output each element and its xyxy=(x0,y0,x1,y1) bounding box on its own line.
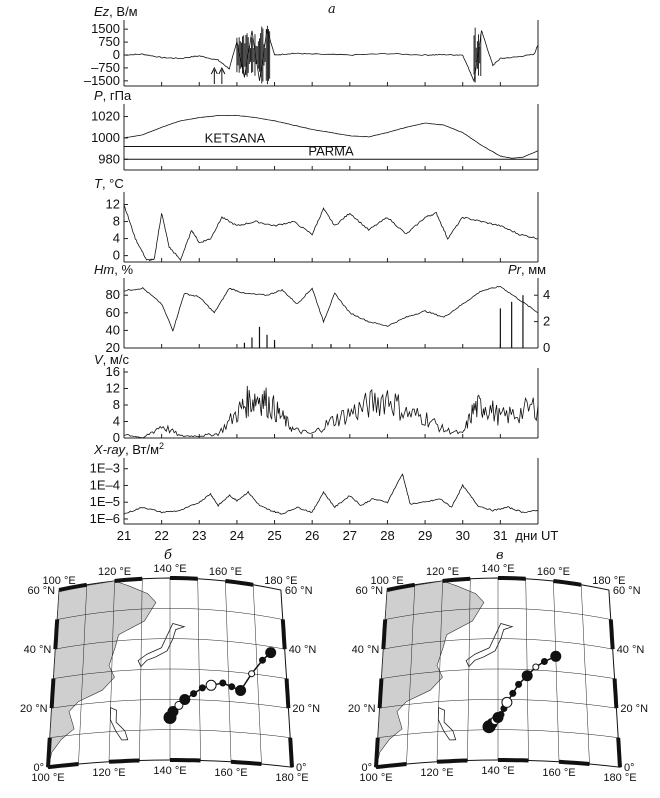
frame-segment xyxy=(52,679,54,709)
track-point xyxy=(551,651,561,661)
y-tick-label-xray: 1E–3 xyxy=(89,460,120,476)
ylabel-unit-v: , м/с xyxy=(102,352,129,367)
frame-segment xyxy=(55,620,57,650)
frame-segment xyxy=(443,579,471,581)
ylabel-var-v: V xyxy=(94,352,103,367)
frame-segment xyxy=(498,578,526,579)
right-tick-label-hm: 4 xyxy=(543,287,551,303)
x-axis-label: дни UT xyxy=(515,528,559,543)
frame-segment xyxy=(170,578,198,579)
y-tick-label-ez: –750 xyxy=(91,59,120,75)
track-point xyxy=(229,684,235,690)
y-tick-label-hm: 40 xyxy=(105,322,120,338)
x-tick-label: 31 xyxy=(493,528,508,543)
lat-label-right: 20 °N xyxy=(292,703,321,716)
ylabel-ez xyxy=(94,4,138,19)
track-point xyxy=(180,695,190,705)
lon-label-bottom: 180 °E xyxy=(275,772,309,785)
frame-segment xyxy=(287,679,289,709)
right-tick-label-hm: 2 xyxy=(543,313,551,329)
lon-label-bottom: 140 °E xyxy=(153,765,187,777)
track-point xyxy=(502,697,512,707)
y-tick-label-t: 12 xyxy=(105,196,120,212)
frame-segment xyxy=(48,738,50,768)
track-point xyxy=(206,680,216,690)
panel-ez xyxy=(84,4,538,88)
lon-label-bottom: 100 °E xyxy=(31,772,65,785)
track-point xyxy=(541,659,547,665)
lat-label-left: 40 °N xyxy=(351,644,380,657)
ylabel-var-t: T xyxy=(94,176,102,191)
panel-c-letter: в xyxy=(496,548,504,563)
y-tick-label-xray: 1E–4 xyxy=(89,477,120,493)
lat-label-left: 60 °N xyxy=(27,585,56,597)
lon-label-bottom: 120 °E xyxy=(92,766,126,779)
lon-label-bottom: 160 °E xyxy=(542,766,576,779)
lon-label-bottom: 120 °E xyxy=(420,766,454,779)
maps-group xyxy=(20,563,648,784)
lat-label-left: 60 °N xyxy=(355,585,384,597)
frame-segment xyxy=(498,760,529,761)
frame-segment xyxy=(231,762,262,764)
lat-label-left: 40 °N xyxy=(23,644,52,657)
ylabel-var-ez: Ez xyxy=(94,4,110,19)
panel-v xyxy=(94,352,538,445)
right-label-unit: , мм xyxy=(521,262,547,277)
y-tick-label-xray: 1E–6 xyxy=(89,510,120,526)
track-point xyxy=(220,680,226,686)
y-tick-label-v: 16 xyxy=(105,364,120,379)
x-tick-label: 23 xyxy=(192,528,207,543)
map-map-c xyxy=(348,563,648,784)
frame-segment xyxy=(615,679,617,709)
ylabel-p xyxy=(94,88,132,103)
series-v xyxy=(124,386,538,438)
track-point xyxy=(191,691,197,697)
panel-hm xyxy=(94,262,550,355)
ylabel-xray xyxy=(93,441,164,457)
panel-xray xyxy=(90,441,559,543)
series-xray xyxy=(124,474,538,514)
ylabel-var-hm: Hm xyxy=(94,262,115,277)
track-point xyxy=(249,671,255,677)
frame-segment xyxy=(383,620,385,650)
x-tick-label: 27 xyxy=(342,528,358,543)
lat-label-left: 0° xyxy=(33,762,44,775)
x-tick-label: 28 xyxy=(380,528,395,543)
lat-label-left: 0° xyxy=(361,762,372,775)
y-tick-label-t: 8 xyxy=(112,213,120,229)
lat-label-right: 60 °N xyxy=(612,585,641,597)
track-point xyxy=(236,686,246,696)
track-point xyxy=(260,657,266,663)
track-point xyxy=(199,685,205,691)
y-tick-label-v: 4 xyxy=(112,413,120,429)
lon-label-bottom: 100 °E xyxy=(359,772,393,785)
track-point xyxy=(266,648,276,658)
track-point xyxy=(516,681,522,687)
frame-segment xyxy=(170,760,201,761)
right-tick-label-hm: 0 xyxy=(543,340,551,355)
right-label-var: Pr xyxy=(508,262,521,277)
y-tick-label-p: 980 xyxy=(98,151,120,167)
panel-b-letter: б xyxy=(164,548,172,563)
ylabel-hm xyxy=(94,262,133,277)
y-tick-label-hm: 20 xyxy=(105,340,120,355)
frame-segment xyxy=(290,738,292,768)
lon-label-top: 120 °E xyxy=(97,566,132,578)
track-point xyxy=(533,664,539,670)
frame-segment xyxy=(109,761,140,762)
lat-label-left: 20 °N xyxy=(347,703,376,716)
lon-label-top: 120 °E xyxy=(425,566,460,578)
lat-label-right: 0° xyxy=(624,762,635,775)
ylabel-unit-xray: , Вт/м xyxy=(125,442,160,457)
lon-label-top: 100 °E xyxy=(42,575,76,587)
x-tick-label: 25 xyxy=(267,528,282,543)
series-hm xyxy=(124,287,538,331)
x-tick-label: 30 xyxy=(455,528,470,543)
lon-label-bottom: 140 °E xyxy=(481,765,515,777)
y-tick-label-v: 0 xyxy=(112,430,120,445)
ylabel-t xyxy=(94,176,124,191)
ylabel-unit-ez: , В/м xyxy=(109,4,138,19)
y-tick-label-ez: 750 xyxy=(98,34,120,50)
lat-label-right: 0° xyxy=(296,762,307,775)
lon-label-top: 140 °E xyxy=(481,563,515,575)
track-point xyxy=(510,690,516,696)
x-tick-label: 22 xyxy=(154,528,169,543)
x-tick-label: 21 xyxy=(116,528,132,543)
lon-label-top: 160 °E xyxy=(208,566,243,578)
y-tick-label-ez: –1500 xyxy=(83,72,120,88)
ylabel-unit-p: , гПа xyxy=(102,88,132,103)
track-point xyxy=(498,712,504,718)
x-tick-label: 24 xyxy=(229,528,245,543)
y-tick-label-t: 4 xyxy=(112,230,120,246)
lat-label-left: 20 °N xyxy=(19,703,48,716)
ylabel-unit-t: , °С xyxy=(101,176,124,191)
y-tick-label-hm: 60 xyxy=(105,304,120,320)
storm-label-parma: PARMA xyxy=(308,143,354,159)
frame-segment xyxy=(115,579,143,581)
panel-t xyxy=(94,176,538,263)
frame-segment xyxy=(618,738,620,768)
track-point xyxy=(522,671,532,681)
ylabel-var-p: P xyxy=(94,88,103,103)
lat-label-right: 40 °N xyxy=(616,644,645,657)
frame-segment xyxy=(283,620,285,650)
x-tick-label: 29 xyxy=(417,528,433,543)
ylabel-sup-xray: 2 xyxy=(159,441,165,451)
lon-label-top: 100 °E xyxy=(370,575,404,587)
y-tick-label-ez: 0 xyxy=(112,47,120,62)
y-tick-label-v: 8 xyxy=(112,397,120,412)
y-tick-label-t: 0 xyxy=(112,247,120,263)
right-label-hm xyxy=(508,262,546,277)
y-tick-label-p: 1020 xyxy=(91,108,120,124)
map-map-b xyxy=(20,563,320,784)
lon-label-top: 160 °E xyxy=(536,566,571,578)
y-tick-label-p: 1000 xyxy=(91,129,120,145)
storm-label-ketsana: KETSANA xyxy=(204,130,266,146)
series-t xyxy=(124,205,538,261)
lat-label-right: 20 °N xyxy=(620,703,649,716)
frame-segment xyxy=(376,738,378,768)
lon-label-top: 180 °E xyxy=(264,575,298,587)
frame-segment xyxy=(380,679,382,709)
y-tick-label-v: 12 xyxy=(105,380,120,396)
y-tick-label-hm: 80 xyxy=(105,287,120,303)
lon-label-top: 180 °E xyxy=(592,575,626,587)
ylabel-var-xray: X-ray xyxy=(94,442,126,457)
y-tick-label-ez: 1500 xyxy=(91,21,120,37)
x-tick-label: 26 xyxy=(304,528,320,543)
lat-label-right: 40 °N xyxy=(288,644,317,657)
time-series-panels xyxy=(84,4,559,543)
y-tick-label-xray: 1E–5 xyxy=(89,494,120,510)
panel-a-letter: а xyxy=(328,2,336,17)
frame-segment xyxy=(611,620,613,650)
lon-label-bottom: 160 °E xyxy=(214,766,248,779)
frame-segment xyxy=(437,761,468,762)
frame-segment xyxy=(559,762,590,764)
lon-label-top: 140 °E xyxy=(153,563,187,575)
lat-label-right: 60 °N xyxy=(284,585,313,597)
ylabel-unit-hm: , % xyxy=(114,262,134,277)
lon-label-bottom: 180 °E xyxy=(603,772,637,785)
panel-p xyxy=(91,88,538,170)
